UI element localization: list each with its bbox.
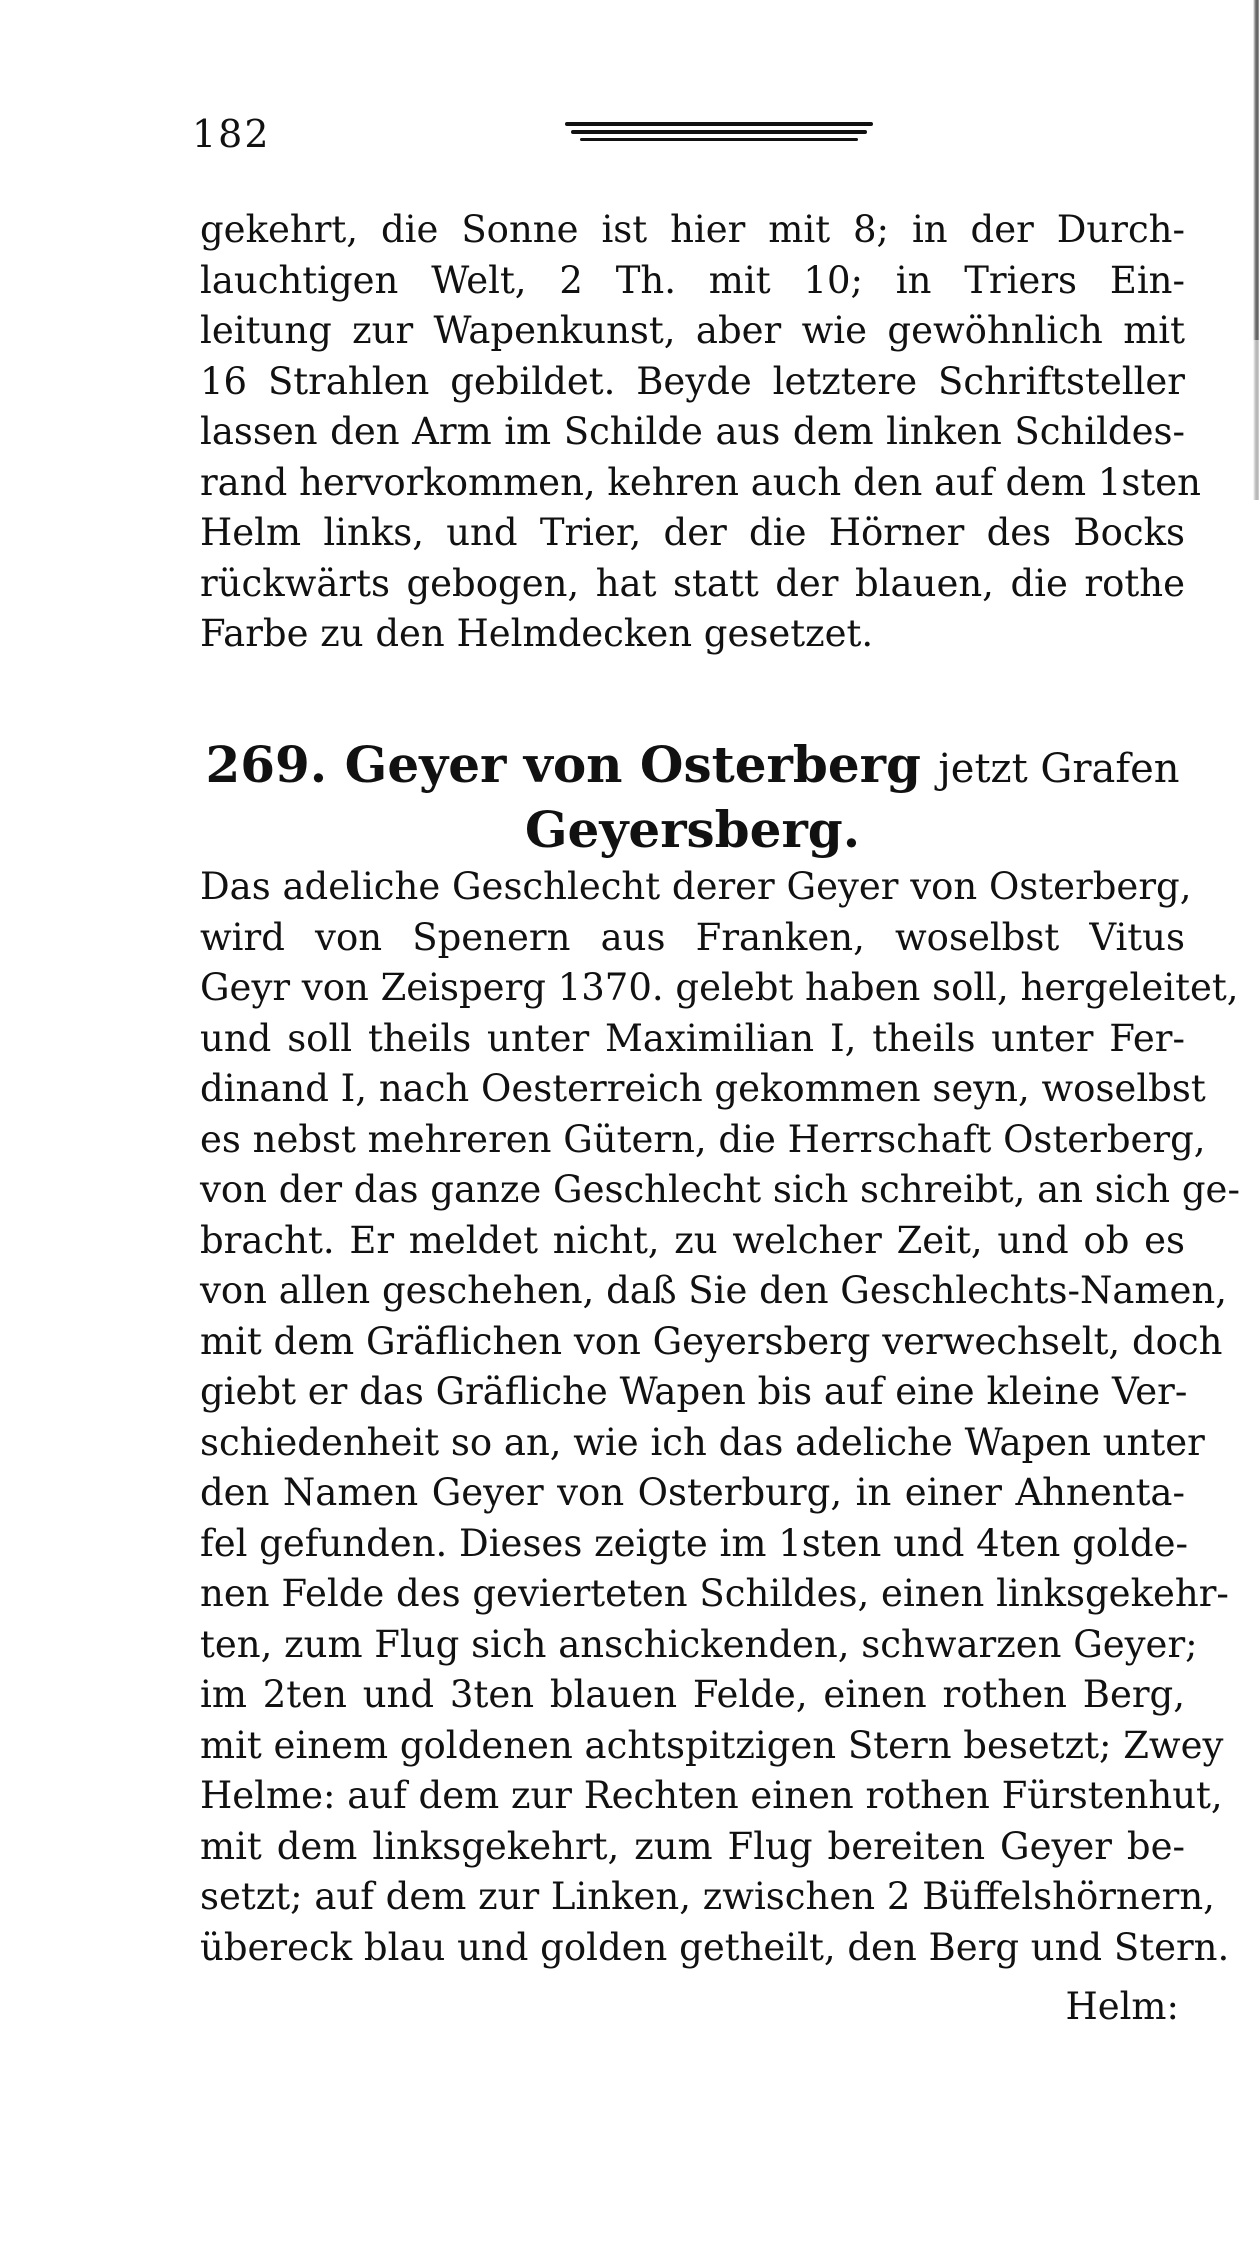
text-line: giebt er das Gräfliche Wapen bis auf eine kleine Ver- xyxy=(200,1370,1188,1413)
text-line: mit dem linksgekehrt, zum Flug bereiten Geyer be- xyxy=(200,1824,1185,1868)
section-heading xyxy=(200,735,1185,795)
text-line: lassen den Arm im Schilde aus dem linken Schildes- xyxy=(200,410,1185,453)
text-line: nen Felde des gevierteten Schildes, einen linksgekehr- xyxy=(200,1572,1229,1615)
section-subtitle: jetzt Grafen xyxy=(938,746,1180,792)
text-line: von allen geschehen, daß Sie den Geschlechts-Namen, xyxy=(200,1269,1227,1312)
page-edge-shadow-lower xyxy=(1253,340,1259,500)
text-line: mit einem goldenen achtspitzigen Stern besetzt; Zwey xyxy=(200,1723,1224,1767)
text-line: setzt; auf dem zur Linken, zwischen 2 Büffelshörnern, xyxy=(200,1875,1215,1918)
text-line: schiedenheit so an, wie ich das adeliche Wapen unter xyxy=(200,1420,1205,1464)
page-number: 182 xyxy=(192,112,271,156)
text-line: Geyr von Zeisperg 1370. gelebt haben soll, hergeleitet, xyxy=(200,966,1239,1009)
text-line: Das adeliche Geschlecht derer Geyer von Osterberg, xyxy=(200,865,1192,908)
text-line: Helm links, und Trier, der die Hörner des Bocks xyxy=(200,511,1185,554)
section-heading-line2: Geyersberg. xyxy=(524,800,861,859)
text-line: gekehrt, die Sonne ist hier mit 8; in der Durch- xyxy=(200,208,1185,251)
text-line: rückwärts gebogen, hat statt der blauen, die rothe xyxy=(200,561,1185,605)
text-line: leitung zur Wapenkunst, aber wie gewöhnlich mit xyxy=(200,309,1185,352)
text-line: übereck blau und golden getheilt, den Berg und Stern. xyxy=(200,1925,1230,1969)
header-ornament-rule xyxy=(565,122,873,144)
paragraph-continuation xyxy=(200,205,1202,660)
section-title: Geyer von Osterberg xyxy=(344,735,921,794)
text-line: lauchtigen Welt, 2 Th. mit 10; in Triers Ein- xyxy=(200,258,1185,302)
text-line: fel gefunden. Dieses zeigte im 1sten und 4ten golde- xyxy=(200,1521,1188,1565)
text-line: bracht. Er meldet nicht, zu welcher Zeit, und ob es xyxy=(200,1218,1185,1262)
text-line: wird von Spenern aus Franken, woselbst Vitus xyxy=(200,915,1185,959)
text-line: mit dem Gräflichen von Geyersberg verwechselt, doch xyxy=(200,1319,1223,1363)
text-line: im 2ten und 3ten blauen Felde, einen rothen Berg, xyxy=(200,1673,1185,1716)
text-line: ten, zum Flug sich anschickenden, schwarzen Geyer; xyxy=(200,1622,1198,1666)
text-line: es nebst mehreren Gütern, die Herrschaft Osterberg, xyxy=(200,1117,1206,1161)
text-line: dinand I, nach Oesterreich gekommen seyn, woselbst xyxy=(200,1067,1206,1110)
text-line: von der das ganze Geschlecht sich schreibt, an sich ge- xyxy=(200,1168,1240,1211)
catchword: Helm: xyxy=(1065,1985,1179,2028)
text-line: 16 Strahlen gebildet. Beyde letztere Schriftsteller xyxy=(200,359,1185,403)
paragraph-main xyxy=(200,862,1240,1973)
section-number: 269. xyxy=(205,735,328,794)
text-line: Farbe zu den Helmdecken gesetzet. xyxy=(200,612,874,655)
page-edge-shadow xyxy=(1253,0,1259,340)
text-line: den Namen Geyer von Osterburg, in einer Ahnenta- xyxy=(200,1471,1185,1514)
text-line: Helme: auf dem zur Rechten einen rothen Fürstenhut, xyxy=(200,1774,1223,1817)
text-line: rand hervorkommen, kehren auch den auf dem 1sten xyxy=(200,460,1202,504)
text-line: und soll theils unter Maximilian I, theils unter Fer- xyxy=(200,1016,1185,1060)
